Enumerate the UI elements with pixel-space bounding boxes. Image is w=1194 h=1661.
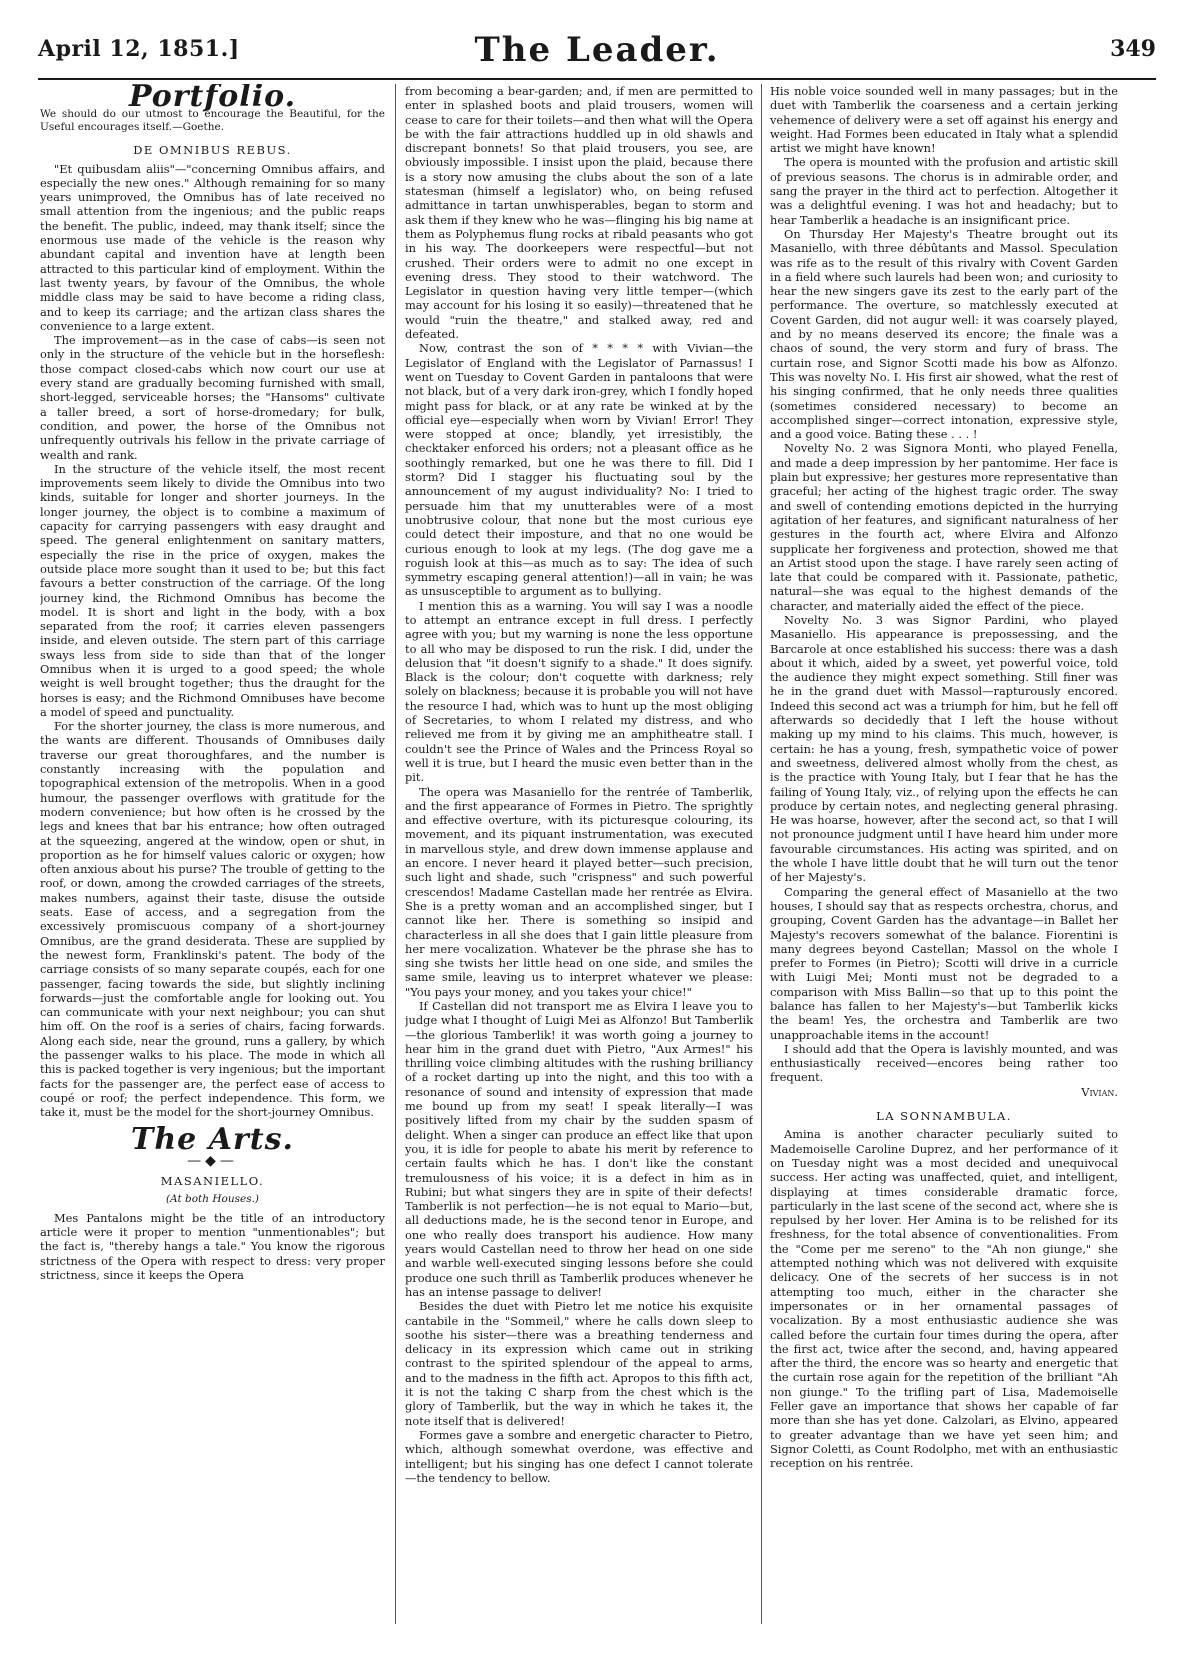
article-heading: DE OMNIBUS REBUS. xyxy=(133,143,292,158)
ornament-divider: —◆— xyxy=(187,1152,238,1169)
column-2 xyxy=(405,84,753,1624)
article-subhead: (At both Houses.) xyxy=(165,1193,260,1206)
page-number: 349 xyxy=(1110,36,1156,62)
paragraph: On Thursday Her Majesty's Theatre brought out its Masaniello, with three débûtants and Massol. Speculation was rife as to the result of this rivalry with Covent Garden in a field where such laurels had been won; and curiosity to hear the new singers gave its zest to the early part of the performance. The overture, so matchlessly executed at Covent Garden, did not augur well: it was coarsely played, and by no means deserved its encore; the finale was a chaos of sound, the very storm and fury of brass. The curtain rose, and Signor Scotti made his bow as Alfonzo. This was novelty No. I. His first air showed, what the rest of his singing confirmed, that he only needs three qualities (sometimes considered necessary) to become an accomplished singer—correct intonation, expressive style, and a good voice. Bating these . . . ! xyxy=(770,226,1118,442)
paragraph: The improvement—as in the case of cabs—is seen not only in the structure of the vehicle but in the horseflesh: those compact closed-cabs which now court our use at every stand are gradually becoming furnished with small, short-legged, serviceable horses; the "Hansoms" cultivate a taller breed, a sort of horse-dromedary; for bulk, condition, and power, the horse of the Omnibus not unfrequently outrivals his fellow in the private carriage of wealth and rank. xyxy=(40,333,385,462)
column-divider xyxy=(761,84,762,1624)
paragraph: Mes Pantalons might be the title of an introductory article were it proper to mention "unmentionables"; but the fact is, "thereby hangs a tale." You know the rigorous strictness of the Opera with respect to dress: very proper strictness, since it keeps the Opera xyxy=(40,1210,385,1282)
arts-title: The Arts. xyxy=(131,1122,294,1158)
paragraph: Besides the duet with Pietro let me notice his exquisite cantabile in the "Sommeil," where he calls down sleep to soothe his sister—there was a breathing tenderness and delicacy in its expression which came out in striking contrast to the spirited splendour of the appeal to arms, and to the madness in the fifth act. Apropos to this fifth act, it is not the taking C sharp from the chest which is the glory of Tamberlik, but the way in which he takes it, the note itself that is delivered! xyxy=(405,1299,753,1428)
newspaper-title: The Leader. xyxy=(474,30,720,70)
paragraph: For the shorter journey, the class is more numerous, and the wants are different. Thousands of Omnibuses daily traverse our great thoroughfares, and the number is constantly increasing with the population and topographical extension of the metropolis. When in a good humour, the passenger overflows with gratitude for the modern convenience; but how often is he crossed by the legs and knees that bar his entrance; how often outraged at the squeezing, angered at the window, open or shut, in proportion as he for himself values caloric or oxygen; how often anxious about his purse? The trouble of getting to the roof, or down, among the crowded carriages of the streets, makes numbers, against their taste, disuse the outside seats. Ease of access, and a segregation from the excessively promiscuous company of a short-journey Omnibus, are the grand desiderata. These are supplied by the newest form, Franklinski's patent. The body of the carriage consists of so many separate coupés, each for one passenger, facing towards the side, but slightly inclining forwards—just the comfortable angle for looking out. You can communicate with your next neighbour; you can shut him off. On the roof is a series of chairs, facing forwards. Along each side, near the ground, runs a gallery, by which the passenger walks to his place. The mode in which all this is packed together is very ingenious; but the important facts for the passenger are, the perfect ease of access to coupé or roof; the perfect independence. This form, we take it, must be the model for the short-journey Omnibus. xyxy=(40,719,385,1120)
epigraph: We should do our utmost to encourage the Beautiful, for the Useful encourages itself.—Goethe. xyxy=(40,108,385,133)
paragraph: In the structure of the vehicle itself, the most recent improvements seem likely to divide the Omnibus into two kinds, suitable for longer and shorter journeys. In the longer journey, the object is to combine a maximum of capacity for carrying passengers with easy draught and speed. The general enlightenment on sanitary matters, especially the rise in the price of oxygen, makes the outside place more sought than it used to be; but this fact favours a better construction of the carriage. Of the long journey kind, the Richmond Omnibus has become the model. It is short and light in the body, with a box separated from the roof; it carries eleven passengers inside, and eleven outside. The stern part of this carriage sways less from side to side than that of the longer Omnibus when it is urged to a good speed; the whole weight is well brought together; thus the draught for the horses is easy; and the Richmond Omnibuses have become a model of speed and punctuality. xyxy=(40,461,385,719)
issue-date: April 12, 1851.] xyxy=(38,36,240,62)
paragraph: Comparing the general effect of Masaniello at the two houses, I should say that as respects orchestra, chorus, and grouping, Covent Garden has the advantage—in Ballet her Majesty's recovers somewhat of the balance. Fiorentini is many degrees beyond Castellan; Massol on the whole I prefer to Formes (in Pietro); Scotti will drive in a curricle with Luigi Mei; Monti must not be degraded to a comparison with Miss Ballin—so that up to this point the balance has fallen to her Majesty's—but Tamberlik kicks the beam! Yes, the orchestra and Tamberlik are two unapproachable items in the account! xyxy=(770,884,1118,1042)
paragraph: Now, contrast the son of * * * * with Vivian—the Legislator of England with the Legislator of Parnassus! I went on Tuesday to Covent Garden in pantaloons that were not black, but of a very dark iron-grey, which I fondly hoped might pass for black, or at any rate be winked at by the official eye—especially when worn by Vivian! Error! They were stopped at once; blandly, yet irresistibly, the checktaker enforced his orders; not a pleasant office as he soothingly remarked, but one he was there to fill. Did I storm? Did I stagger his fluctuating soul by the announcement of my august individuality? No: I tried to persuade him that my unutterables were of a most unobtrusive colour, that none but the most curious eye could detect their imposture, and that no one would be curious enough to look at my legs. (The dog gave me a roguish look at this—as much as to say: The idea of such symmetry escaping general attention!)—all in vain; he was as unsusceptible to argument as to bullying. xyxy=(405,341,753,599)
paragraph: If Castellan did not transport me as Elvira I leave you to judge what I thought of Luigi Mei as Alfonzo! But Tamberlik—the glorious Tamberlik! it was worth going a journey to hear him in the grand duet with Pietro, "Aux Armes!" his thrilling voice climbing altitudes with the rushing brilliancy of a rocket darting up into the night, and this too with a resonance of sound and intensity of expression that made me bound up from my seat! I speak literally—I was positively lifted from my chair by the sudden spasm of delight. When a singer can produce an effect like that upon you, it is idle for people to abate his merit by reference to certain faults which he has. I don't like the constant tremulousness of his voice; it is a defect in him as in Rubini; but what singers they are in spite of their defects! Tamberlik is not perfection—he is not equal to Mario—but, all deductions made, he is the second tenor in Europe, and one who really does transport his audience. How many years would Castellan need to throw her head on one side and warble well-executed singing lessons before she could produce one such thrill as Tamberlik produces whenever he has an intense passage to deliver! xyxy=(405,999,753,1299)
column-1 xyxy=(40,84,385,1624)
column-divider xyxy=(395,84,396,1624)
article-heading: LA SONNAMBULA. xyxy=(876,1109,1012,1124)
paragraph: Novelty No. 2 was Signora Monti, who played Fenella, and made a deep impression by her pantomime. Her face is plain but expressive; her gestures more representative than graceful; her acting of the highest tragic order. The sway and swell of contending emotions depicted in the hurrying agitation of her features, and significant naturalness of her gestures in the fourth act, where Elvira and Alfonzo supplicate her forgiveness and protection, showed me that an Artist stood upon the stage. I have rarely seen acting of late that could be compared with it. Passionate, pathetic, natural—she was equal to the highest demands of the character, and materially aided the effect of the piece. xyxy=(770,441,1118,613)
paragraph: I should add that the Opera is lavishly mounted, and was enthusiastically received—encores being rather too frequent. xyxy=(770,1041,1118,1085)
article-heading: MASANIELLO. xyxy=(160,1174,265,1189)
portfolio-title: Portfolio. xyxy=(128,84,297,114)
paragraph: I mention this as a warning. You will say I was a noodle to attempt an entrance except in full dress. I perfectly agree with you; but my warning is none the less opportune to all who may be disposed to run the risk. I did, under the delusion that "it doesn't signify to a shade." It does signify. Black is the colour; don't coquette with darkness; rely solely on blackness; because it is probable you will not have the resource I had, which was to hunt up the most obliging of Secretaries, to whom I related my distress, and who relieved me from it by giving me an amphitheatre stall. I couldn't see the Prince of Wales and the Princess Royal so well it is true, but I heard the music even better than in the pit. xyxy=(405,598,753,785)
masthead xyxy=(38,30,1156,74)
paragraph: Amina is another character peculiarly suited to Mademoiselle Caroline Duprez, and her performance of it on Tuesday night was a most decided and unequivocal success. Her acting was unaffected, quiet, and intelligent, displaying at times considerable dramatic force, particularly in the last scene of the second act, where she is repulsed by her lover. Her Amina is to be relished for its freshness, for the total absence of conventionalities. From the "Come per me sereno" to the "Ah non giunge," she attempted nothing which was not delivered with exquisite delicacy. One of the secrets of her success is in not attempting too much, either in the character she impersonates or in her ornamental passages of vocalization. By a most enthusiastic audience she was called before the curtain four times during the opera, after the first act, twice after the second, and, having appeared after the third, the encore was so hearty and energetic that the curtain rose again for the repetition of the brilliant "Ah non giunge." To the trifling part of Lisa, Mademoiselle Feller gave an importance that shows her capable of far more than she has yet done. Calzolari, as Elvino, appeared to greater advantage than we have yet seen him; and Signor Coletti, as Count Rodolpho, met with an enthusiastic reception on his rentrée. xyxy=(770,1127,1118,1471)
paragraph: The opera was Masaniello for the rentrée of Tamberlik, and the first appearance of Formes in Pietro. The sprightly and effective overture, with its picturesque colouring, its movement, and its piquant instrumentation, was executed in marvellous style, and drew down immense applause and an encore. I never heard it played better—such precision, such light and shade, such "crispness" and such powerful crescendos! Madame Castellan made her rentrée as Elvira. She is a pretty woman and an accomplished singer, but I cannot like her. There is something so insipid and characterless in all she does that I gain little pleasure from her mere vocalization. Whatever be the phrase she has to sing she twists her little head on one side, and smiles the same smile, leaving us to interpret whatever we please: "You pays your money, and you takes your chice!" xyxy=(405,784,753,999)
column-3 xyxy=(770,84,1118,1624)
header-rule xyxy=(38,78,1156,80)
paragraph: Formes gave a sombre and energetic character to Pietro, which, although somewhat overdone, was effective and intelligent; but his singing has one defect I cannot tolerate—the tendency to bellow. xyxy=(405,1427,753,1485)
paragraph: The opera is mounted with the profusion and artistic skill of previous seasons. The chorus is in admirable order, and sang the prayer in the third act to perfection. Altogether it was a delightful evening. I was hot and headachy; but to hear Tamberlik a headache is an insignificant price. xyxy=(770,155,1118,227)
paragraph: "Et quibusdam aliis"—"concerning Omnibus affairs, and especially the new ones." Although remaining for so many years unimproved, the Omnibus has of late received no small attention from the ingenious; and the public reaps the benefit. The public, indeed, may thank itself; since the enormous use made of the vehicle is the reason why abundant capital and invention have at length been attracted to this particular kind of employment. Within the last twenty years, by favour of the Omnibus, the whole middle class may be said to have become a riding class, and to keep its carriage; and the artizan class shares the convenience to a large extent. xyxy=(40,161,385,333)
paragraph: Novelty No. 3 was Signor Pardini, who played Masaniello. His appearance is prepossessing, and the Barcarole at once established his success: there was a dash about it which, aided by a sweet, yet powerful voice, told the audience they might expect something. Still finer was he in the grand duet with Massol—rapturously encored. Indeed this second act was a triumph for him, but he fell off afterwards so decidedly that I left the house without making up my mind to his claims. This much, however, is certain: he has a young, fresh, sympathetic voice of power and sweetness, delivered almost wholly from the chest, as is the practice with Young Italy, but I fear that he has the failing of Young Italy, viz., of relying upon the effects he can produce by certain notes, and neglecting general phrasing. He was hoarse, however, after the second act, so that I will not pronounce judgment until I have heard him under more favourable circumstances. His acting was spirited, and on the whole I have little doubt that he will turn out the tenor of her Majesty's. xyxy=(770,612,1118,885)
author-signature: Vivian. xyxy=(1081,1084,1118,1099)
paragraph: His noble voice sounded well in many passages; but in the duet with Tamberlik the coarseness and a certain jerking vehemence of delivery were a set off against his energy and weight. Had Formes been educated in Italy what a splendid artist we might have known! xyxy=(770,84,1118,156)
paragraph: from becoming a bear-garden; and, if men are permitted to enter in splashed boots and plaid trousers, women will cease to care for their toilets—and then what will the Opera be with the fair attractions huddled up in old shawls and discrepant bonnets! So that plaid trousers, you see, are obviously impossible. I insist upon the plaid, because there is a story now amusing the clubs about the son of a late statesman (himself a legislator) who, on being refused admittance in tartan unwhisperables, began to storm and ask them if they knew who he was—flinging his big name at them as Polyphemus flung rocks at ribald peasants who got in his way. The doorkeepers were respectful—but not crushed. Their orders were to admit no one except in evening dress. They stood to their watchword. The Legislator in question having very little temper—(which may account for his losing it so easily)—threatened that he would "ruin the theatre," and stalked away, red and defeated. xyxy=(405,84,753,342)
